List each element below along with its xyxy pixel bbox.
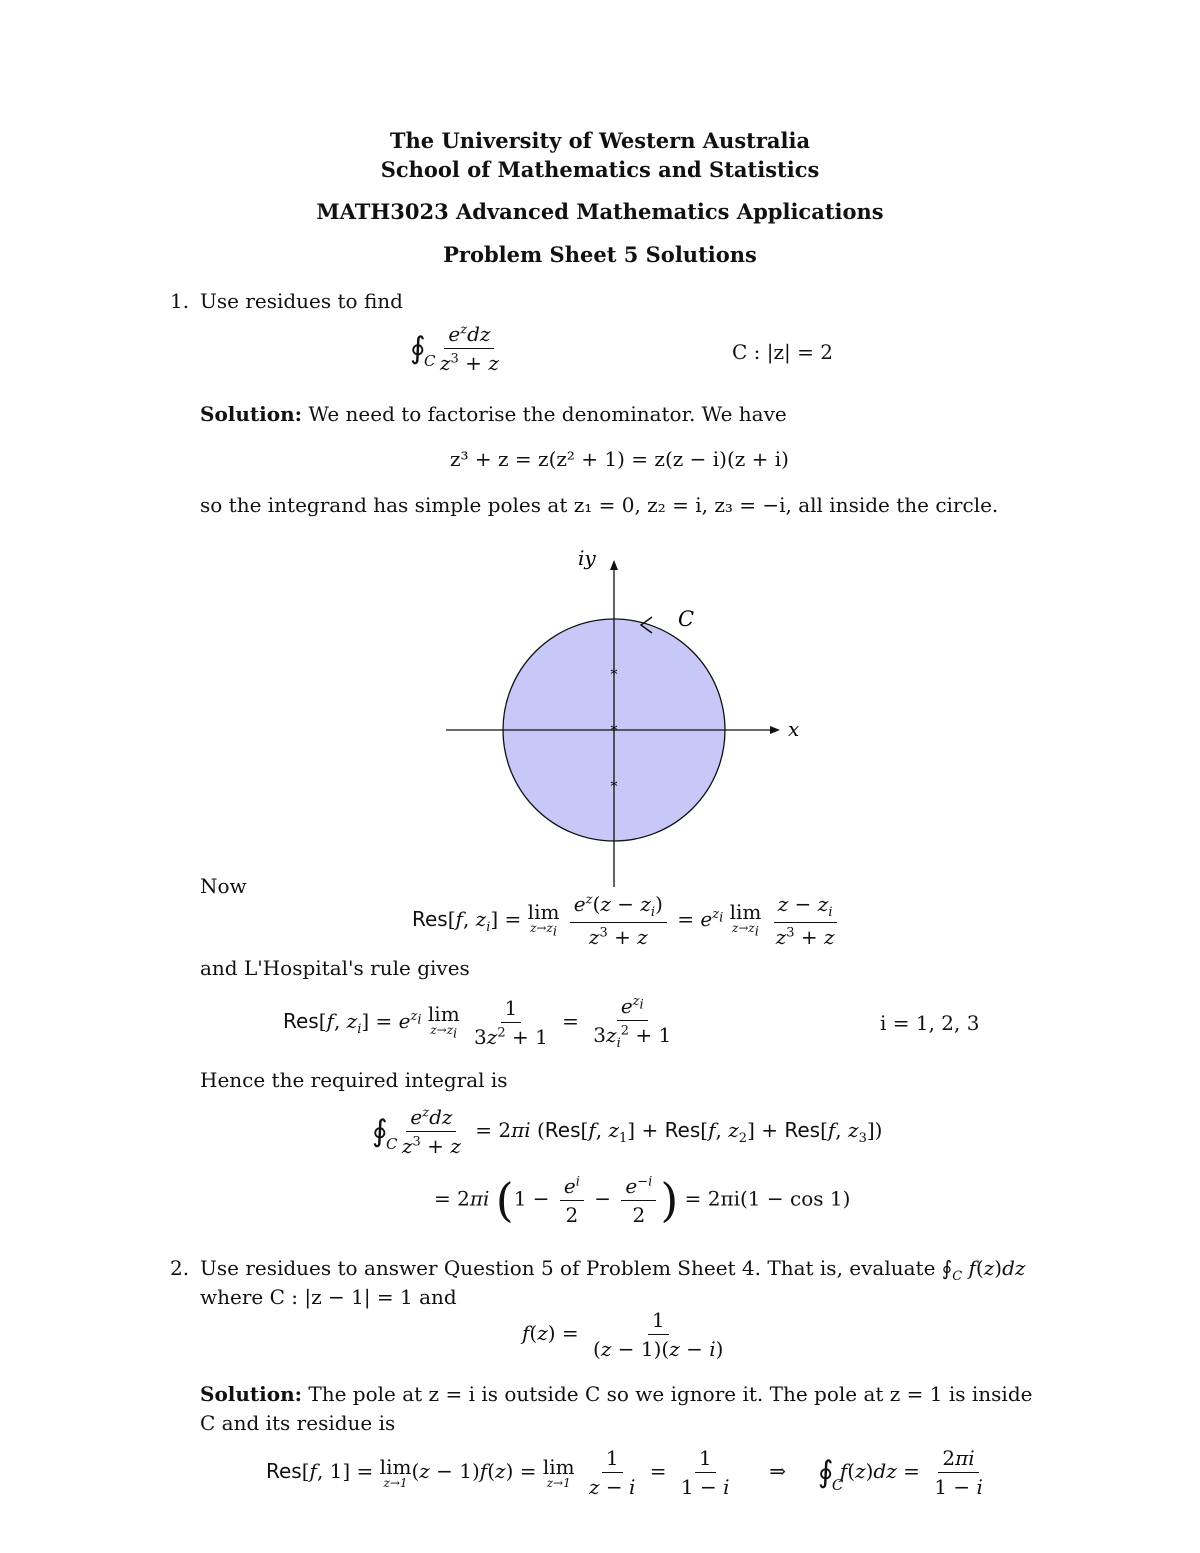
q2-solution-line1: The pole at z = i is outside C so we ignore it. The pole at z = 1 is inside — [308, 1382, 1033, 1406]
q2-solution-line2: C and its residue is — [200, 1411, 396, 1435]
q1-number: 1. — [170, 289, 190, 313]
pole-marker-z3: * — [610, 779, 618, 795]
pole-marker-z1: * — [610, 723, 618, 739]
q2-contour: C : |z − 1| = 1 and — [269, 1285, 457, 1309]
y-axis-label: iy — [578, 546, 596, 570]
q1-lhospital: and L'Hospital's rule gives — [200, 956, 470, 980]
q1-prompt: Use residues to find — [200, 289, 403, 313]
q1-solution-text: We need to factorise the denominator. We have — [308, 402, 787, 426]
q1-final-evaluation: = 2πi (1 − $\frac{e^i}{2}$ − $\frac{e^{-i}}{2}$ ) = 2πi(1 − cos 1) — [434, 1173, 851, 1227]
q1-lhospital-formula: Res[f, $z_i] = e^{z_i}$ lim $z\to z_i$ $\frac{1}{3z^2 + 1}$ = $\frac{e^{z_i}}{3z_i^2 + 1}$ — [283, 994, 672, 1051]
q1-index-range: i = 1, 2, 3 — [880, 1011, 980, 1035]
q2-integral-inline: $∮_C$ f(z)dz — [941, 1256, 1026, 1284]
sheet-title: Problem Sheet 5 Solutions — [443, 242, 757, 267]
q1-solution-label: Solution: — [200, 402, 303, 426]
q2-number: 2. — [170, 1256, 190, 1280]
q1-final-integral: ∮ C $\frac{e^zdz}{z^3 + z}$ = 2πi (Res[f, $z_1] + Res[f$, $z_2] + Res[f$, $z_3$]) — [372, 1105, 883, 1158]
q2-prompt-line1: Use residues to answer Question 5 of Problem Sheet 4. That is, evaluate — [200, 1256, 936, 1280]
q1-contour: C : |z| = 2 — [732, 340, 833, 364]
y-axis-arrow — [610, 560, 618, 570]
q2-prompt-line2: where — [200, 1285, 264, 1309]
course-title: MATH3023 Advanced Mathematics Applications — [316, 199, 884, 224]
q1-hence: Hence the required integral is — [200, 1068, 508, 1092]
pole-marker-z2: * — [610, 667, 618, 683]
q2-solution-label: Solution: — [200, 1382, 303, 1406]
school-title: School of Mathematics and Statistics — [380, 157, 820, 182]
q2-residue-result: Res[f, 1] = lim z→1 (z − 1)f(z) = lim z→1 $\frac{1}{z - i}$ = $\frac{1}{1 - i}$ ⇒ ∮ C f(z)dz = $\frac{2\pi i}{1 - i}$ — [266, 1446, 983, 1499]
q2-function: f(z) = $\frac{1}{(z - 1)(z - i)}$ — [522, 1308, 724, 1361]
contour-figure — [430, 540, 810, 900]
q1-result: = 2πi(1 − cos 1) — [684, 1186, 851, 1211]
contour-label: C — [678, 607, 695, 631]
x-axis-arrow — [770, 726, 780, 734]
q1-poles-text: so the integrand has simple poles at z₁ = 0, z₂ = i, z₃ = −i, all inside the circle. — [200, 493, 999, 517]
q1-residue-formula: Res[f, $z_i$] = lim $z\to z_i$ $\frac{e^z(z - z_i)}{z^3 + z}$ = $e^{z_i}$ lim $z\to z_i$ $\frac{z - z_i}{z^3 + z}$ — [412, 892, 835, 949]
x-axis-label: x — [788, 717, 800, 741]
university-title: The University of Western Australia — [389, 128, 811, 153]
q1-integral: ∮ C $\frac{e^zdz}{z^3 + z}$ — [410, 322, 499, 375]
q1-factorisation: z³ + z = z(z² + 1) = z(z − i)(z + i) — [450, 447, 789, 471]
q1-now: Now — [200, 874, 247, 898]
